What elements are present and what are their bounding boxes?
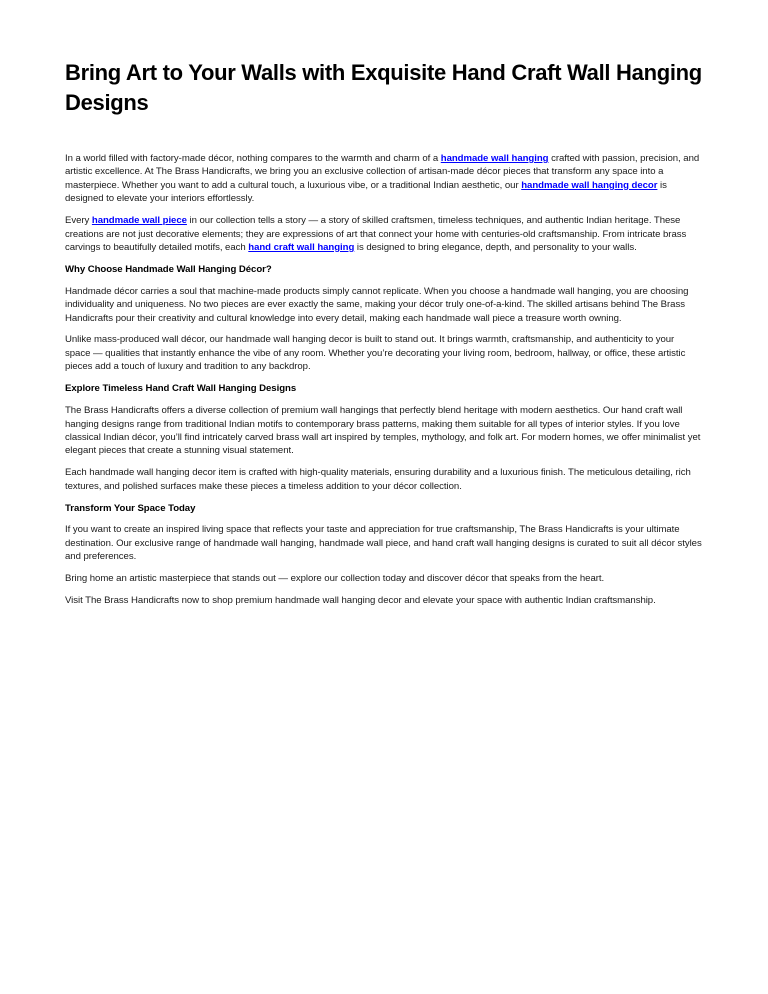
text-run: The Brass Handicrafts offers a diverse collection of premium wall hangings that perfectly blend heritage with modern aesthetics. Our hand craft wall hanging designs range from traditional Indian motifs to contemporary brass patterns, making them suitable for all types of interior styles. If you love classical Indian décor, you’ll find intricately carved brass wall art inspired by temples, mythology, and folk art. For modern homes, we offer minimalist yet elegant pieces that create a stunning visual statement.	[65, 405, 701, 457]
paragraph	[65, 152, 702, 206]
paragraph	[65, 572, 702, 585]
paragraph	[65, 594, 702, 607]
link-handmade-wall-hanging[interactable]: handmade wall hanging	[440, 153, 549, 164]
section-heading	[65, 382, 702, 395]
text-run: Why Choose Handmade Wall Hanging Décor?	[65, 263, 272, 275]
document-title: Bring Art to Your Walls with Exquisite Hand Craft Wall Hanging Designs	[65, 60, 702, 115]
paragraph	[65, 285, 702, 325]
text-run: is designed to elevate your interiors effortlessly.	[65, 179, 667, 205]
text-run: In a world filled with factory-made décor, nothing compares to the warmth and charm of a	[65, 153, 441, 164]
text-run: Handmade décor carries a soul that machine-made products simply cannot replicate. When you choose a handmade wall hanging, you are choosing individuality and uniqueness. No two pieces are ever exactly the same, making your décor truly one-of-a-kind. The skilled artisans behind The Brass Handicrafts pour their creativity and cultural knowledge into every detail, making each handmade wall piece a treasure worth owning.	[65, 285, 689, 324]
text-run: Transform Your Space Today	[65, 502, 196, 514]
text-run: Each handmade wall hanging decor item is crafted with high-quality materials, ensuring durability and a luxurious finish. The meticulous detailing, rich textures, and polished surfaces make these pieces a timeless addition to your décor collection.	[65, 467, 691, 492]
text-run: is designed to bring elegance, depth, and personality to your walls.	[354, 241, 637, 253]
section-heading	[65, 502, 702, 515]
paragraph	[65, 466, 702, 493]
text-run: Visit The Brass Handicrafts now to shop premium handmade wall hanging decor and elevate your space with authentic Indian craftsmanship.	[65, 595, 656, 607]
paragraph	[65, 404, 702, 458]
link-hand-craft-wall-hanging[interactable]: hand craft wall hanging	[248, 241, 355, 253]
paragraph	[65, 333, 702, 373]
text-run: crafted with passion, precision, and artistic excellence. At The Brass Handicrafts, we bring you an exclusive collection of artisan-made décor pieces that transform any space into a masterpiece. Whether you want to add a cultural touch, a luxurious vibe, or a traditional Indian aesthetic, our	[65, 153, 700, 191]
text-run: Explore Timeless Hand Craft Wall Hanging Designs	[65, 383, 297, 395]
text-run: Every	[65, 215, 92, 227]
text-run: If you want to create an inspired living space that reflects your taste and appreciation for true craftsmanship, The Brass Handicrafts is your ultimate destination. Our exclusive range of handmade wall hanging, handmade wall piece, and hand craft wall hanging designs is curated to suit all décor styles and preferences.	[65, 524, 702, 563]
paragraph	[65, 214, 702, 254]
text-run: Unlike mass-produced wall décor, our handmade wall hanging decor is built to stand out. It brings warmth, craftsmanship, and authenticity to your space — qualities that instantly enhance the vibe of any room. Whether you’re decorating your living room, bedroom, hallway, or office, these artistic pieces add a touch of luxury and tradition to any backdrop.	[65, 334, 686, 373]
document-body	[65, 152, 702, 607]
section-heading	[65, 263, 702, 276]
paragraph	[65, 523, 702, 563]
link-handmade-wall-piece[interactable]: handmade wall piece	[91, 215, 187, 227]
link-handmade-wall-hanging-decor[interactable]: handmade wall hanging decor	[521, 179, 658, 191]
text-run: in our collection tells a story — a story of skilled craftsmen, timeless techniques, and authentic Indian heritage. These creations are not just decorative elements; they are expressions of art that connect your home with centuries-old craftsmanship. From intricate brass carvings to beautifully detailed motifs, each	[65, 215, 687, 253]
text-run: Bring home an artistic masterpiece that stands out — explore our collection today and discover décor that speaks from the heart.	[65, 573, 605, 585]
